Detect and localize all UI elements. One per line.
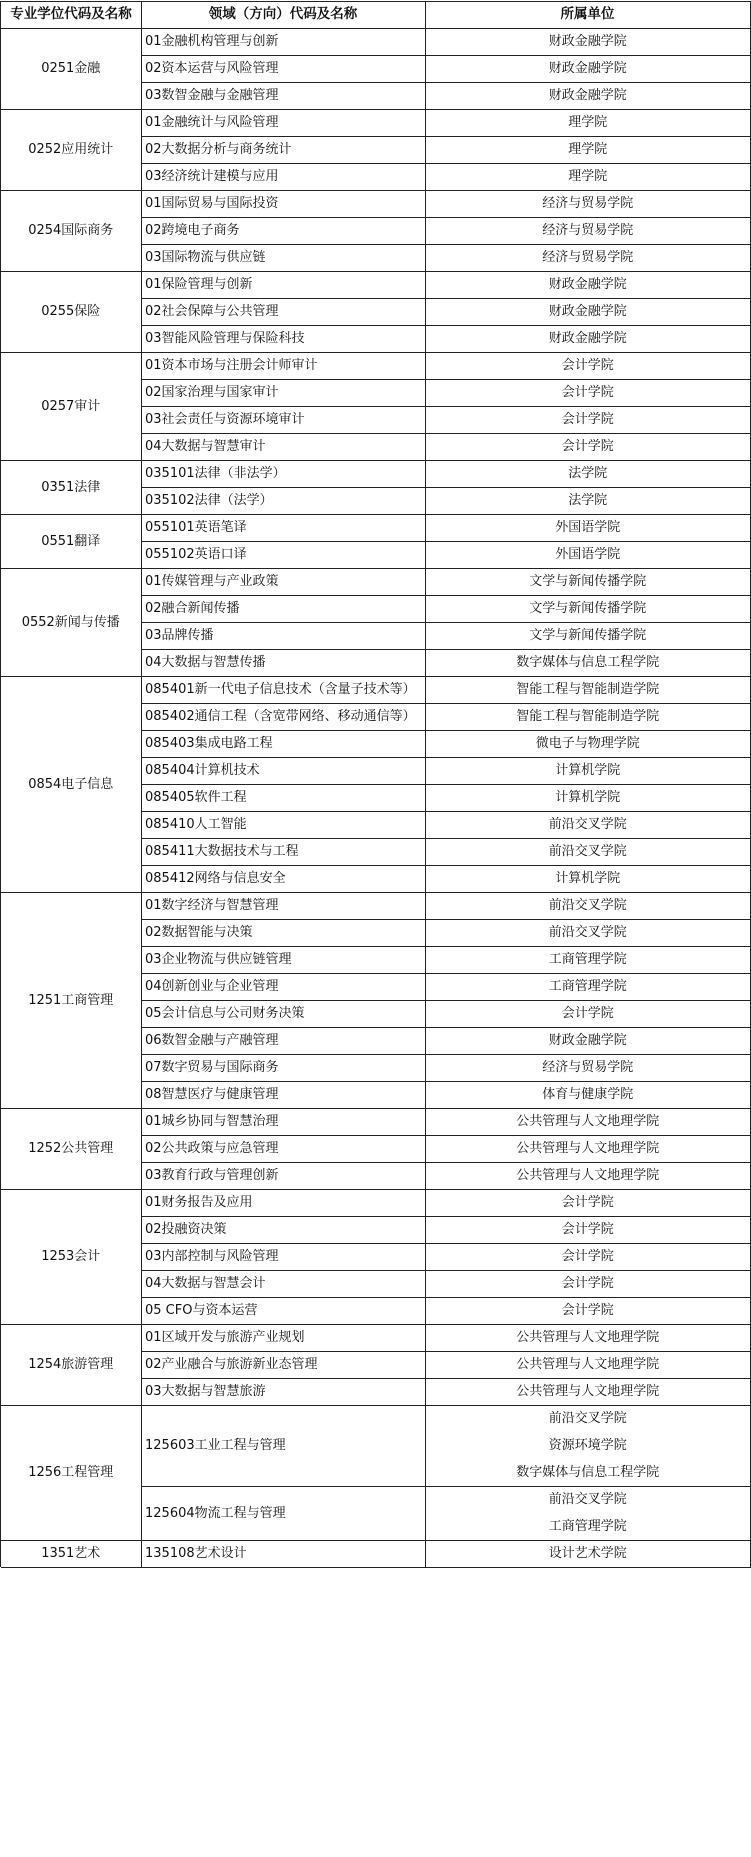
field-cell: 04大数据与智慧传播 bbox=[145, 655, 266, 670]
unit-cell: 前沿交叉学院 bbox=[548, 817, 627, 832]
unit-cell: 会计学院 bbox=[561, 1303, 614, 1318]
unit-cell: 公共管理与人文地理学院 bbox=[516, 1114, 660, 1129]
field-cell: 03智能风险管理与保险科技 bbox=[145, 331, 305, 346]
field-cell: 125604物流工程与管理 bbox=[145, 1505, 286, 1521]
unit-cell: 会计学院 bbox=[561, 1006, 614, 1021]
field-cell: 085411大数据技术与工程 bbox=[145, 844, 299, 859]
unit-cell: 工商管理学院 bbox=[548, 1519, 627, 1534]
header-field: 领域（方向）代码及名称 bbox=[208, 5, 358, 22]
major-cell: 1256工程管理 bbox=[28, 1465, 114, 1480]
unit-cell: 经济与贸易学院 bbox=[542, 1060, 634, 1075]
unit-cell: 公共管理与人文地理学院 bbox=[516, 1141, 660, 1156]
field-cell: 035101法律（非法学） bbox=[145, 466, 286, 481]
unit-cell: 财政金融学院 bbox=[548, 331, 627, 346]
unit-cell: 理学院 bbox=[568, 142, 608, 157]
unit-cell: 智能工程与智能制造学院 bbox=[516, 709, 660, 724]
unit-cell: 会计学院 bbox=[561, 1195, 614, 1210]
table-rule bbox=[141, 1, 142, 1567]
field-cell: 085401新一代电子信息技术（含量子技术等） bbox=[145, 682, 416, 697]
field-cell: 03内部控制与风险管理 bbox=[145, 1249, 279, 1264]
unit-cell: 数字媒体与信息工程学院 bbox=[516, 655, 660, 670]
field-cell: 02产业融合与旅游新业态管理 bbox=[145, 1357, 318, 1372]
unit-cell: 财政金融学院 bbox=[548, 304, 627, 319]
field-cell: 085412网络与信息安全 bbox=[145, 871, 286, 886]
field-cell: 03社会责任与资源环境审计 bbox=[145, 412, 305, 427]
unit-cell: 公共管理与人文地理学院 bbox=[516, 1330, 660, 1345]
major-cell: 0251金融 bbox=[41, 61, 101, 76]
field-cell: 125603工业工程与管理 bbox=[145, 1438, 286, 1453]
unit-cell: 法学院 bbox=[568, 493, 608, 508]
field-cell: 06数智金融与产融管理 bbox=[145, 1033, 279, 1048]
field-cell: 01城乡协同与智慧治理 bbox=[145, 1114, 279, 1129]
field-cell: 02社会保障与公共管理 bbox=[145, 304, 279, 319]
field-cell: 03数智金融与金融管理 bbox=[145, 88, 279, 103]
major-cell: 0351法律 bbox=[41, 479, 101, 495]
field-cell: 035102法律（法学） bbox=[145, 493, 273, 508]
field-cell: 01保险管理与创新 bbox=[145, 277, 253, 292]
unit-cell: 文学与新闻传播学院 bbox=[529, 574, 647, 589]
unit-cell: 设计艺术学院 bbox=[548, 1546, 627, 1561]
field-cell: 04大数据与智慧审计 bbox=[145, 439, 266, 454]
unit-cell: 智能工程与智能制造学院 bbox=[516, 682, 660, 697]
unit-cell: 数字媒体与信息工程学院 bbox=[516, 1465, 660, 1480]
field-cell: 02融合新闻传播 bbox=[145, 601, 240, 616]
unit-cell: 财政金融学院 bbox=[548, 88, 627, 103]
unit-cell: 会计学院 bbox=[561, 1222, 614, 1237]
field-cell: 085404计算机技术 bbox=[145, 763, 260, 778]
unit-cell: 工商管理学院 bbox=[548, 979, 627, 994]
unit-cell: 体育与健康学院 bbox=[542, 1087, 634, 1102]
major-cell: 0552新闻与传播 bbox=[21, 614, 120, 630]
field-cell: 08智慧医疗与健康管理 bbox=[145, 1087, 279, 1102]
field-cell: 03经济统计建模与应用 bbox=[145, 169, 279, 184]
field-cell: 04创新创业与企业管理 bbox=[145, 979, 279, 994]
field-cell: 055101英语笔译 bbox=[145, 520, 247, 535]
field-cell: 02国家治理与国家审计 bbox=[145, 385, 279, 400]
field-cell: 02投融资决策 bbox=[145, 1222, 227, 1237]
field-cell: 01财务报告及应用 bbox=[145, 1195, 253, 1210]
unit-cell: 前沿交叉学院 bbox=[548, 925, 627, 940]
major-cell: 1252公共管理 bbox=[28, 1141, 114, 1156]
field-cell: 085410人工智能 bbox=[145, 817, 247, 832]
unit-cell: 文学与新闻传播学院 bbox=[529, 628, 647, 643]
unit-cell: 会计学院 bbox=[561, 439, 614, 454]
header-major: 专业学位代码及名称 bbox=[10, 5, 132, 22]
field-cell: 01金融统计与风险管理 bbox=[145, 115, 279, 130]
unit-cell: 会计学院 bbox=[561, 1249, 614, 1264]
major-cell: 0255保险 bbox=[41, 304, 101, 319]
unit-cell: 公共管理与人文地理学院 bbox=[516, 1168, 660, 1183]
field-cell: 135108艺术设计 bbox=[145, 1546, 247, 1561]
major-cell: 1251工商管理 bbox=[28, 992, 114, 1008]
field-cell: 07数字贸易与国际商务 bbox=[145, 1060, 279, 1075]
major-cell: 0254国际商务 bbox=[28, 223, 114, 238]
unit-cell: 法学院 bbox=[568, 466, 608, 481]
header-unit: 所属单位 bbox=[560, 5, 615, 22]
field-cell: 02资本运营与风险管理 bbox=[145, 61, 279, 76]
field-cell: 02跨境电子商务 bbox=[145, 223, 240, 238]
field-cell: 02大数据分析与商务统计 bbox=[145, 142, 292, 157]
unit-cell: 财政金融学院 bbox=[548, 277, 627, 292]
major-cell: 1253会计 bbox=[41, 1249, 101, 1264]
unit-cell: 经济与贸易学院 bbox=[542, 196, 634, 211]
unit-cell: 计算机学院 bbox=[555, 871, 621, 886]
unit-cell: 计算机学院 bbox=[555, 790, 621, 805]
table-rule bbox=[425, 1, 426, 1567]
unit-cell: 财政金融学院 bbox=[548, 61, 627, 76]
unit-cell: 会计学院 bbox=[561, 1276, 614, 1291]
unit-cell: 计算机学院 bbox=[555, 763, 621, 778]
field-cell: 01区域开发与旅游产业规划 bbox=[145, 1330, 305, 1345]
field-cell: 01国际贸易与国际投资 bbox=[145, 196, 279, 211]
unit-cell: 工商管理学院 bbox=[548, 952, 627, 967]
unit-cell: 会计学院 bbox=[561, 385, 614, 400]
major-cell: 0551翻译 bbox=[41, 533, 101, 549]
unit-cell: 会计学院 bbox=[561, 412, 614, 427]
field-cell: 03企业物流与供应链管理 bbox=[145, 952, 292, 967]
unit-cell: 前沿交叉学院 bbox=[548, 1411, 627, 1426]
unit-cell: 资源环境学院 bbox=[548, 1438, 627, 1453]
unit-cell: 理学院 bbox=[568, 115, 608, 130]
unit-cell: 前沿交叉学院 bbox=[548, 898, 627, 913]
unit-cell: 文学与新闻传播学院 bbox=[529, 601, 647, 616]
field-cell: 085403集成电路工程 bbox=[145, 736, 273, 751]
major-cell: 0252应用统计 bbox=[28, 142, 114, 157]
field-cell: 03大数据与智慧旅游 bbox=[145, 1384, 266, 1399]
field-cell: 05会计信息与公司财务决策 bbox=[145, 1006, 305, 1021]
unit-cell: 会计学院 bbox=[561, 358, 614, 373]
unit-cell: 理学院 bbox=[568, 169, 608, 184]
field-cell: 02公共政策与应急管理 bbox=[145, 1141, 279, 1156]
field-cell: 02数据智能与决策 bbox=[145, 925, 253, 940]
field-cell: 03国际物流与供应链 bbox=[145, 250, 266, 265]
field-cell: 085402通信工程（含宽带网络、移动通信等） bbox=[145, 709, 416, 724]
table-rule bbox=[1, 1, 751, 2]
field-cell: 01数字经济与智慧管理 bbox=[145, 898, 279, 913]
unit-cell: 外国语学院 bbox=[555, 547, 621, 562]
major-cell: 0257审计 bbox=[41, 398, 101, 414]
field-cell: 05 CFO与资本运营 bbox=[145, 1303, 258, 1318]
field-cell: 04大数据与智慧会计 bbox=[145, 1276, 266, 1291]
unit-cell: 微电子与物理学院 bbox=[535, 736, 640, 751]
field-cell: 055102英语口译 bbox=[145, 547, 247, 562]
major-cell: 1254旅游管理 bbox=[28, 1357, 114, 1372]
unit-cell: 前沿交叉学院 bbox=[548, 1492, 627, 1507]
unit-cell: 经济与贸易学院 bbox=[542, 223, 634, 238]
field-cell: 01金融机构管理与创新 bbox=[145, 34, 279, 49]
major-cell: 1351艺术 bbox=[41, 1546, 101, 1561]
unit-cell: 公共管理与人文地理学院 bbox=[516, 1357, 660, 1372]
unit-cell: 财政金融学院 bbox=[548, 34, 627, 49]
unit-cell: 财政金融学院 bbox=[548, 1033, 627, 1048]
field-cell: 03品牌传播 bbox=[145, 628, 214, 643]
unit-cell: 外国语学院 bbox=[555, 520, 621, 535]
field-cell: 085405软件工程 bbox=[145, 790, 247, 805]
unit-cell: 经济与贸易学院 bbox=[542, 250, 634, 265]
unit-cell: 公共管理与人文地理学院 bbox=[516, 1384, 660, 1399]
field-cell: 01资本市场与注册会计师审计 bbox=[145, 358, 318, 373]
major-cell: 0854电子信息 bbox=[28, 776, 114, 792]
unit-cell: 前沿交叉学院 bbox=[548, 844, 627, 859]
field-cell: 01传媒管理与产业政策 bbox=[145, 574, 279, 589]
table-rule bbox=[0, 1, 1, 1567]
field-cell: 03教育行政与管理创新 bbox=[145, 1168, 279, 1183]
